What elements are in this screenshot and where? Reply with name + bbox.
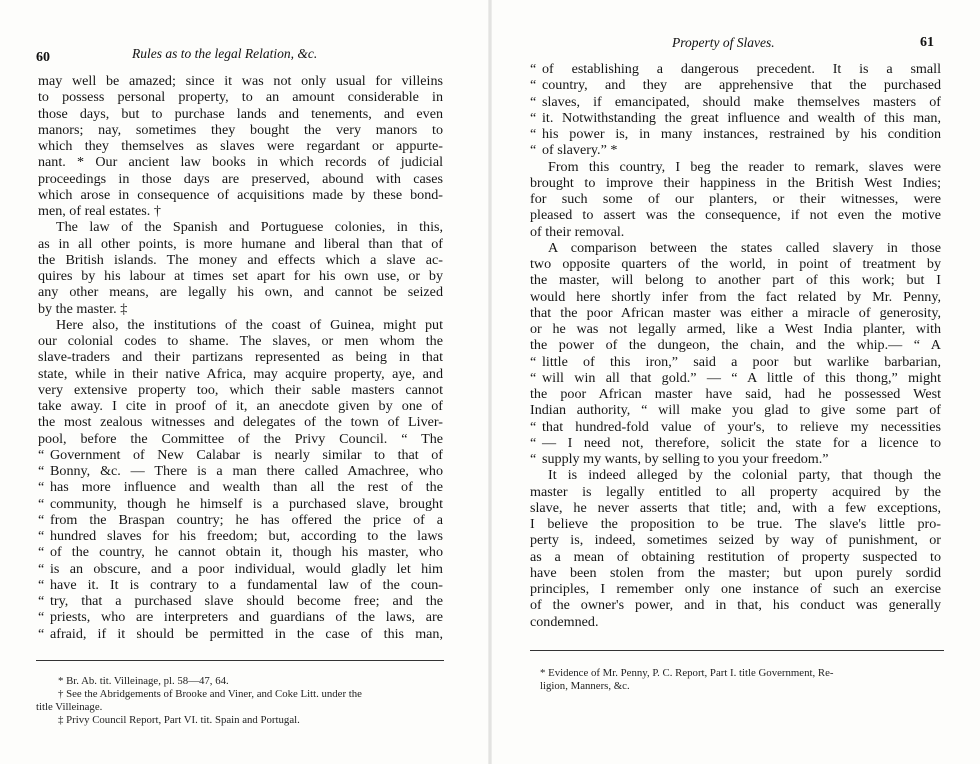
text-line <box>38 496 443 512</box>
text-line <box>38 89 443 105</box>
line-text: men, of real estates. † <box>38 203 161 219</box>
footnote-text: * Evidence of Mr. Penny, P. C. Report, Part I. title Government, Re- <box>540 667 834 679</box>
line-text: which they themselves as slaves were regardant or appurte- <box>38 138 443 154</box>
line-text: by the master. ‡ <box>38 300 128 317</box>
right-footnote-rule <box>530 650 944 651</box>
text-line <box>38 187 443 203</box>
line-text: pleased to assert was the consequence, if not even the motive <box>530 207 941 224</box>
line-text: quires by his labour at times set apart for his own use, or by <box>38 268 443 284</box>
text-line <box>38 252 443 268</box>
line-text: will win all that gold.” — “ A little of this thong,” might <box>542 369 941 386</box>
line-text: perty is, indeed, sometimes seized by way of punishment, or <box>530 532 941 549</box>
line-text: The law of the Spanish and Portuguese colonies, in this, <box>56 219 443 236</box>
text-line <box>38 463 443 479</box>
line-text: brought to improve their happiness in the British West Indies; <box>530 174 941 191</box>
line-text: have been stolen from the master; but upon purely sordid <box>530 564 941 581</box>
text-line <box>530 549 941 565</box>
quote-mark: “ <box>38 528 45 544</box>
text-line <box>38 333 443 349</box>
text-line <box>38 577 443 593</box>
text-line <box>38 609 443 625</box>
text-line <box>530 532 941 548</box>
quote-mark: “ <box>38 544 45 561</box>
text-line <box>530 337 941 353</box>
text-line <box>38 236 443 252</box>
text-line <box>530 402 941 418</box>
line-text: which arose in consequence of acquisitions made by these bond- <box>38 186 443 203</box>
footnote-text: * Br. Ab. tit. Villeinage, pl. 58—47, 64. <box>58 675 229 687</box>
line-text: take away. I cite in proof of it, an anecdote given by one of <box>38 398 443 414</box>
text-line <box>530 484 941 500</box>
text-line <box>530 110 941 126</box>
text-line <box>38 138 443 154</box>
line-text: is an obscure, and a poor individual, would gladly let him <box>50 560 443 577</box>
quote-mark: “ <box>38 511 45 528</box>
line-text: that the poor African master was either a miracle of generosity, <box>530 304 941 321</box>
left-running-head: Rules as to the legal Relation, &c. <box>132 46 318 61</box>
text-line <box>38 317 443 333</box>
line-text: as in all other points, is more humane and liberal than that of <box>38 235 443 252</box>
line-text: the power of the dungeon, the chain, and the whip.— “ A <box>530 337 941 354</box>
quote-mark: “ <box>530 93 537 110</box>
text-line <box>530 516 941 532</box>
quote-mark: “ <box>530 369 537 386</box>
text-line <box>38 512 443 528</box>
line-text: the master, will belong to another part of this work; but I <box>530 272 941 289</box>
line-text: slave-traders and their partizans represented as being in that <box>38 349 443 366</box>
text-line <box>38 154 443 170</box>
text-line <box>530 321 941 337</box>
quote-mark: “ <box>38 576 45 593</box>
line-text: of slavery.” * <box>542 142 618 159</box>
footnote-line <box>58 675 278 688</box>
quote-mark: “ <box>38 593 45 609</box>
line-text: little of this iron,” said a poor but warlike barbarian, <box>542 353 941 370</box>
text-line <box>530 272 941 288</box>
left-body-text <box>38 73 443 642</box>
quote-mark: “ <box>38 609 45 626</box>
text-line <box>38 106 443 122</box>
line-text: of the owner's power, and in that, his conduct was generally <box>530 597 941 614</box>
text-line <box>530 191 941 207</box>
line-text: Indian authority, “ will make you glad to give some part of <box>530 402 941 419</box>
footnote-text: ‡ Privy Council Report, Part VI. tit. Spain and Portugal. <box>58 714 300 726</box>
line-text: the British islands. The money and effects which a slave ac- <box>38 251 443 268</box>
text-line <box>38 382 443 398</box>
line-text: of establishing a dangerous precedent. It is a small <box>542 61 941 77</box>
text-line <box>530 305 941 321</box>
line-text: principles, I remember only one instance of such an exercise <box>530 581 941 597</box>
line-text: Here also, the institutions of the coast of Guinea, might put <box>56 316 443 333</box>
text-line <box>530 289 941 305</box>
text-line <box>38 544 443 560</box>
line-text: two opposite quarters of the world, in point of treatment by <box>530 256 941 272</box>
line-text: Government of New Calabar is nearly similar to that of <box>50 446 443 463</box>
quote-mark: “ <box>38 463 45 479</box>
footnote-line <box>58 714 378 727</box>
line-text: our colonial codes to shame. The slaves, or men whom the <box>38 333 443 349</box>
text-line <box>530 581 941 597</box>
text-line <box>38 284 443 300</box>
text-line <box>530 419 941 435</box>
text-line <box>530 77 941 93</box>
text-line <box>38 268 443 284</box>
line-text: slave, he never asserts that title; and, with a few exceptions, <box>530 499 941 516</box>
line-text: or he was not legally armed, like a West India planter, with <box>530 321 941 337</box>
text-line <box>530 175 941 191</box>
text-line <box>530 386 941 402</box>
quote-mark: “ <box>530 126 537 142</box>
line-text: proceedings in those days are preserved, abound with cases <box>38 170 443 187</box>
line-text: for such some of our planters, or their witnesses, were <box>530 191 941 207</box>
right-footnotes <box>490 667 980 693</box>
footnote-line <box>540 680 660 693</box>
line-text: — I need not, therefore, solicit the state for a licence to <box>542 434 941 451</box>
line-text: that hundred-fold value of your's, to relieve my necessities <box>542 418 941 435</box>
line-text: Bonny, &c. — There is a man there called Amachree, who <box>50 463 443 479</box>
quote-mark: “ <box>530 451 537 467</box>
footnote-text: † See the Abridgements of Brooke and Viner, and Coke Litt. under the <box>58 688 362 700</box>
line-text: community, though he himself is a purchased slave, brought <box>50 495 443 512</box>
text-line <box>530 256 941 272</box>
line-text: afraid, if it should be permitted in the case of this man, <box>50 625 443 642</box>
text-line <box>38 447 443 463</box>
quote-mark: “ <box>530 418 537 435</box>
line-text: it. Notwithstanding the great influence and wealth of this man, <box>542 109 941 126</box>
text-line <box>38 561 443 577</box>
right-running-head: Property of Slaves. <box>672 35 775 50</box>
text-line <box>38 414 443 430</box>
text-line <box>530 614 941 630</box>
line-text: may well be amazed; since it was not only usual for villeins <box>38 73 443 89</box>
line-text: very extensive property too, which their sable masters cannot <box>38 381 443 398</box>
line-text: nant. * Our ancient law books in which records of judicial <box>38 154 443 171</box>
line-text: From this country, I beg the reader to remark, slaves were <box>548 158 941 175</box>
footnote-line <box>58 688 448 701</box>
line-text: slaves, if emancipated, should make themselves masters of <box>542 93 941 110</box>
text-line <box>38 593 443 609</box>
line-text: the poor African master have said, had he possessed West <box>530 386 941 402</box>
line-text: his power is, in many instances, restrained by his condition <box>542 126 941 142</box>
line-text: as a mean of obtaining restitution of property suspected to <box>530 548 941 565</box>
footnote-line <box>540 667 935 680</box>
line-text: I believe the proposition to be true. The slave's little pro- <box>530 516 941 532</box>
left-page-number: 60 <box>36 50 50 65</box>
text-line <box>530 565 941 581</box>
text-line <box>38 528 443 544</box>
left-footnote-rule <box>36 660 444 661</box>
left-footnotes <box>0 675 490 727</box>
line-text: the most zealous witnesses and delegates of the town of Liver- <box>38 414 443 431</box>
quote-mark: “ <box>38 479 45 496</box>
line-text: supply my wants, by selling to you your freedom.” <box>542 451 829 467</box>
text-line <box>530 207 941 223</box>
quote-mark: “ <box>38 495 45 512</box>
text-line <box>530 224 941 240</box>
footnote-line <box>36 701 156 714</box>
text-line <box>38 203 443 219</box>
line-text: to possess personal property, to an amount considerable in <box>38 89 443 106</box>
quote-mark: “ <box>530 142 537 159</box>
text-line <box>530 142 941 158</box>
quote-mark: “ <box>530 109 537 126</box>
text-line <box>530 240 941 256</box>
quote-mark: “ <box>38 446 45 463</box>
right-page <box>490 0 980 764</box>
text-line <box>38 349 443 365</box>
text-line <box>530 159 941 175</box>
line-text: priests, who are interpreters and guardians of the laws, are <box>50 609 443 626</box>
quote-mark: “ <box>530 77 537 94</box>
quote-mark: “ <box>530 61 537 77</box>
text-line <box>38 366 443 382</box>
quote-mark: “ <box>38 560 45 577</box>
text-line <box>530 597 941 613</box>
line-text: condemned. <box>530 613 599 630</box>
text-line <box>38 73 443 89</box>
line-text: would here shortly infer from the fact related by Mr. Penny, <box>530 288 941 305</box>
text-line <box>530 94 941 110</box>
quote-mark: “ <box>530 353 537 370</box>
line-text: state, while in their native Africa, may acquire property, aye, and <box>38 365 443 382</box>
footnote-text: title Villeinage. <box>36 701 103 713</box>
text-line <box>530 451 941 467</box>
text-line <box>530 467 941 483</box>
text-line <box>38 122 443 138</box>
line-text: manors; nay, sometimes they bought the very manors to <box>38 121 443 138</box>
text-line <box>38 398 443 414</box>
line-text: of their removal. <box>530 223 625 240</box>
text-line <box>38 219 443 235</box>
text-line <box>530 500 941 516</box>
text-line <box>530 354 941 370</box>
line-text: has more influence and wealth than all the rest of the <box>50 479 443 496</box>
text-line <box>530 435 941 451</box>
line-text: hundred slaves for his freedom; but, according to the laws <box>50 528 443 544</box>
text-line <box>530 370 941 386</box>
line-text: those days, but to purchase lands and tenements, and even <box>38 105 443 122</box>
line-text: have it. It is contrary to a fundamental law of the coun- <box>50 576 443 593</box>
text-line <box>530 126 941 142</box>
line-text: try, that a purchased slave should become free; and the <box>50 593 443 609</box>
quote-mark: “ <box>530 434 537 451</box>
line-text: It is indeed alleged by the colonial party, that though the <box>548 467 941 484</box>
right-body-text <box>530 61 941 630</box>
line-text: from the Braspan country; he has offered the price of a <box>50 511 443 528</box>
line-text: pool, before the Committee of the Privy Council. “ The <box>38 430 443 447</box>
right-page-number: 61 <box>920 35 934 50</box>
footnote-text: ligion, Manners, &c. <box>540 680 630 692</box>
line-text: master is legally entitled to all property acquired by the <box>530 483 941 500</box>
line-text: of the country, he cannot obtain it, though his master, who <box>50 544 443 561</box>
text-line <box>38 171 443 187</box>
text-line <box>38 626 443 642</box>
quote-mark: “ <box>38 625 45 642</box>
text-line <box>38 301 443 317</box>
text-line <box>38 431 443 447</box>
text-line <box>38 479 443 495</box>
line-text: A comparison between the states called slavery in those <box>548 239 941 256</box>
text-line <box>530 61 941 77</box>
line-text: any other means, are legally his own, and cannot be seized <box>38 284 443 301</box>
line-text: country, and they are apprehensive that the purchased <box>542 77 941 94</box>
